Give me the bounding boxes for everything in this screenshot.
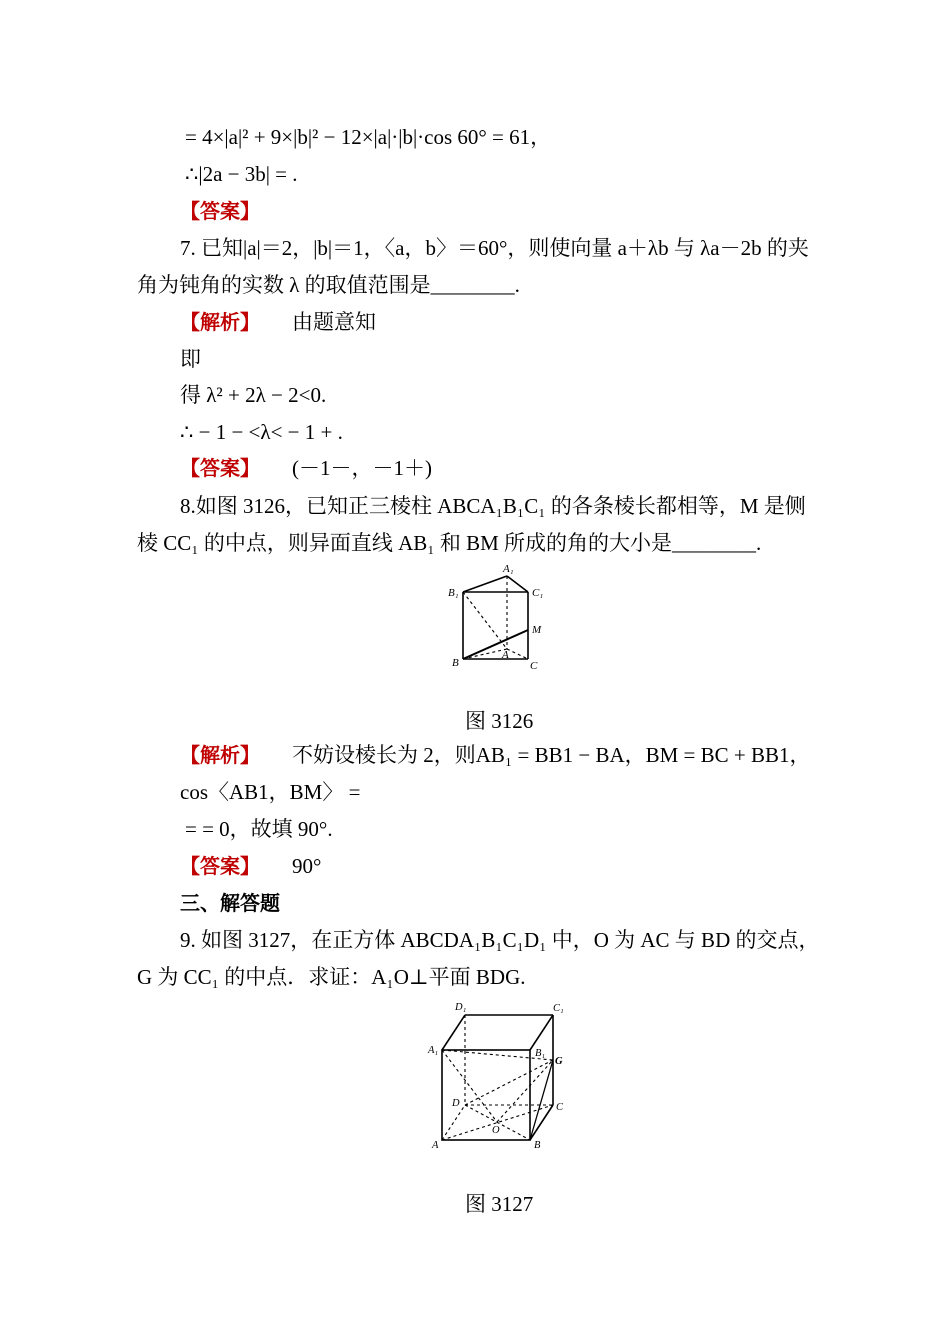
edge-ac <box>507 649 528 659</box>
section-heading: 三、解答题 <box>180 891 280 915</box>
label-c1: C₁ <box>532 587 544 599</box>
edge-b1c1 <box>530 1015 553 1050</box>
q7-line1: 7. 已知|a|＝2，|b|＝1，〈a，b〉＝60°，则使向量 a＋λb 与 λa－2b 的夹 <box>180 236 809 260</box>
line-result: ∴|2a − 3b| = . <box>185 162 298 186</box>
q8-analysis-text: 不妨设棱长为 2，则AB₁ = BB1 − BA，BM = BC + BB1， <box>292 743 811 767</box>
q7-therefore: ∴ − 1 − <λ< − 1 + . <box>180 420 343 444</box>
q8-cos: cos〈AB1，BM〉 = <box>180 780 361 804</box>
q7-line2: 角为钝角的实数 λ 的取值范围是________. <box>137 273 520 297</box>
q8-analysis-tag: 【解析】 <box>180 743 260 767</box>
q7-analysis-text: 由题意知 <box>292 310 376 334</box>
label-a1: A₁ <box>503 563 514 575</box>
q7-ji: 即 <box>180 347 201 371</box>
figure-3126-caption: 图 3126 <box>465 709 534 733</box>
label-c1: C₁ <box>553 1003 564 1014</box>
prism-figure <box>440 562 560 674</box>
answer-tag: 【答案】 <box>180 199 260 223</box>
q7-de: 得 λ² + 2λ − 2<0. <box>180 383 327 407</box>
q7-answer-tag: 【答案】 <box>180 456 260 480</box>
label-d: D <box>452 1098 460 1109</box>
q7-answer: (－1－，－1＋) <box>292 456 432 480</box>
label-a: A <box>432 1140 439 1151</box>
line-expand: = 4×|a|² + 9×|b|² − 12×|a|·|b|·cos 60° = 61， <box>185 125 552 149</box>
q8-eq: = = 0，故填 90°. <box>185 817 333 841</box>
segment-a1o <box>442 1050 497 1122</box>
label-o: O <box>492 1125 500 1136</box>
q8-line1: 8.如图 3126，已知正三棱柱 ABCA₁B₁C₁ 的各条棱长都相等，M 是侧 <box>180 494 806 518</box>
label-c: C <box>530 660 538 672</box>
edge-bc <box>530 1105 553 1140</box>
q7-analysis-tag: 【解析】 <box>180 310 260 334</box>
label-b: B <box>534 1140 541 1151</box>
cube-figure <box>425 998 575 1156</box>
label-b1: B₁ <box>535 1048 546 1059</box>
edge-ba <box>463 649 507 659</box>
edge-a1d1 <box>442 1015 465 1050</box>
label-b1: B₁ <box>448 587 459 599</box>
label-m: M <box>532 624 542 636</box>
label-g: G <box>555 1056 563 1067</box>
edge-b1a1 <box>463 576 507 592</box>
segment-ab1 <box>463 592 507 649</box>
figure-3127-caption: 图 3127 <box>465 1192 534 1216</box>
front-face <box>442 1050 530 1140</box>
q8-answer: 90° <box>292 854 322 878</box>
edge-ad <box>442 1105 465 1140</box>
label-c: C <box>556 1102 564 1113</box>
q9-line1: 9. 如图 3127，在正方体 ABCDA₁B₁C₁D₁ 中，O 为 AC 与 BD 的交点， <box>180 928 820 952</box>
q9-line2: G 为 CC₁ 的中点．求证：A₁O⊥平面 BDG. <box>137 965 526 989</box>
label-a: A <box>502 649 509 661</box>
segment-dg <box>465 1060 553 1105</box>
label-d1: D₁ <box>455 1002 467 1013</box>
q8-line2: 棱 CC₁ 的中点，则异面直线 AB₁ 和 BM 所成的角的大小是________. <box>137 531 762 555</box>
label-a1: A₁ <box>428 1045 439 1056</box>
edge-a1c1 <box>507 576 528 592</box>
q8-answer-tag: 【答案】 <box>180 854 260 878</box>
label-b: B <box>452 657 459 669</box>
